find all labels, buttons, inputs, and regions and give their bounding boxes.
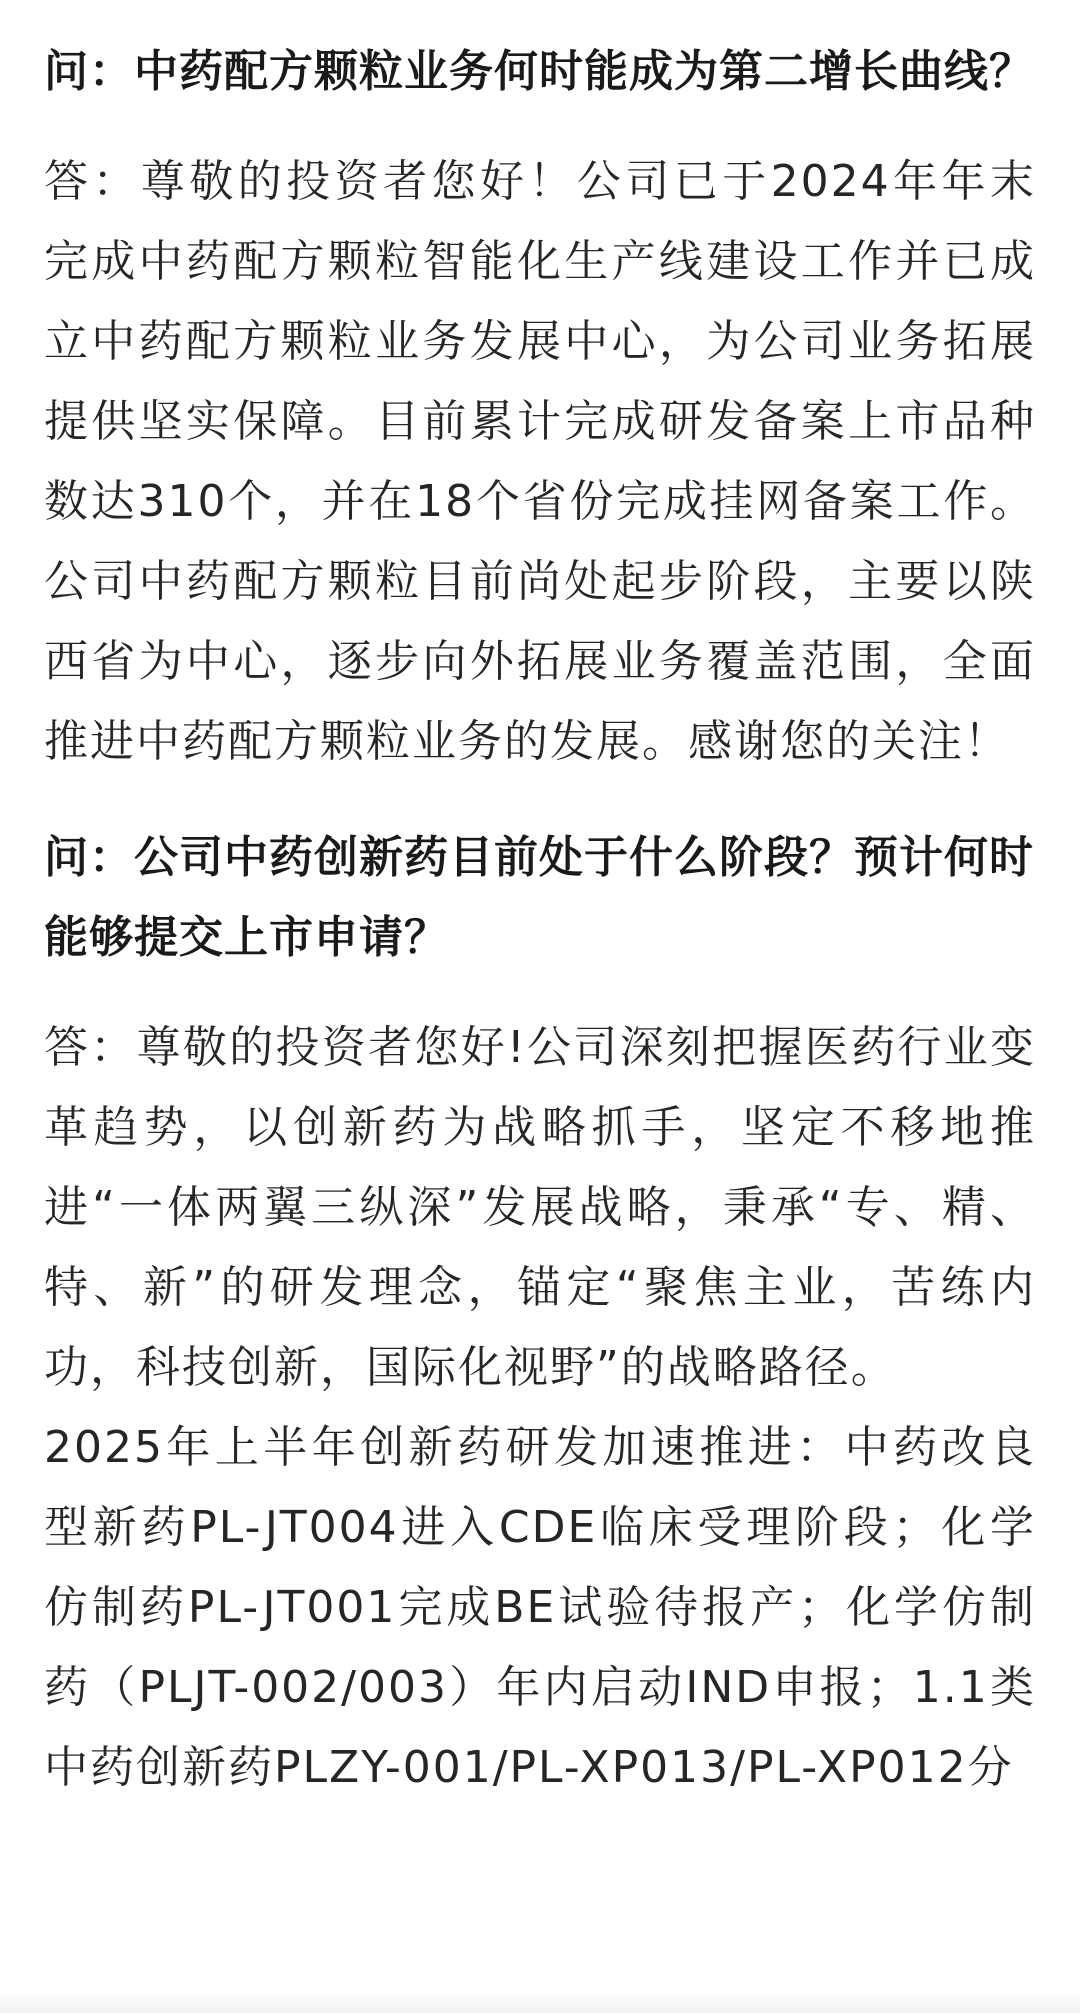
answer-1: 答：尊敬的投资者您好！公司已于2024年年末完成中药配方颗粒智能化生产线建设工作并已成立中药配方颗粒业务发展中心，为公司业务拓展提供坚实保障。目前累计完成研发备案上市品种数达310个，并在18个省份完成挂网备案工作。公司中药配方颗粒目前尚处起步阶段，主要以陕西省为中心，逐步向外拓展业务覆盖范围，全面推进中药配方颗粒业务的发展。感谢您的关注！ [44, 156, 1036, 767]
qa-item-2 [44, 818, 1036, 1808]
answer-2: 答：尊敬的投资者您好!公司深刻把握医药行业变革趋势，以创新药为战略抓手，坚定不移地推进“一体两翼三纵深”发展战略，秉承“专、精、特、新”的研发理念，锚定“聚焦主业，苦练内功，科技创新，国际化视野”的战略路径。 [44, 1022, 1036, 1393]
question-1: 问：中药配方颗粒业务何时能成为第二增长曲线？ [44, 46, 1034, 97]
bottom-fade [0, 1991, 1080, 2013]
answer-2-continued: 2025年上半年创新药研发加速推进：中药改良型新药PL-JT004进入CDE临床受理阶段；化学仿制药PL-JT001完成BE试验待报产；化学仿制药（PLJT-002/003）年内启动IND申报；1.1类中药创新药PLZY-001/PL-XP013/PL-XP012分 [44, 1422, 1036, 1793]
qa-item-1 [44, 32, 1036, 782]
article-body [44, 32, 1036, 1808]
question-2: 问：公司中药创新药目前处于什么阶段？预计何时能够提交上市申请？ [44, 832, 1034, 963]
